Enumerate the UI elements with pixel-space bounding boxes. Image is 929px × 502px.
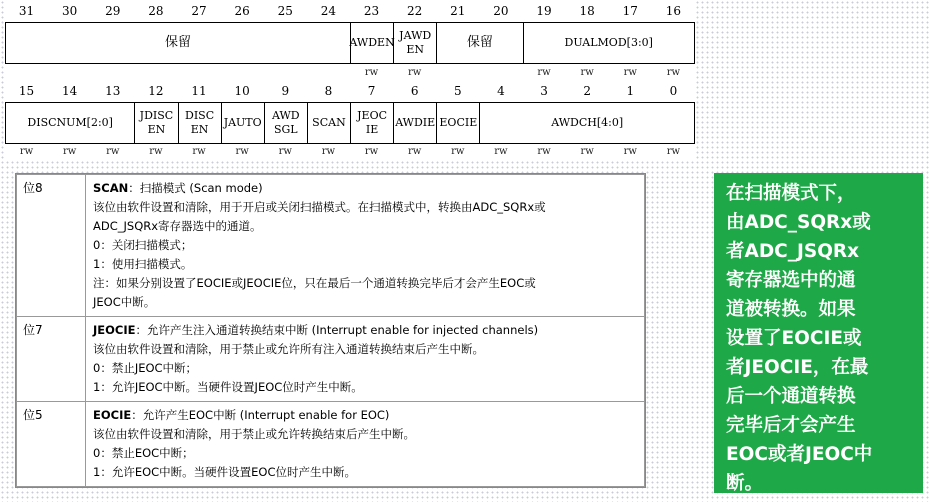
field-title-text: ：扫描模式 (Scan mode): [128, 181, 263, 195]
register-field: SCAN: [308, 103, 351, 143]
bit-number-27: 27: [191, 4, 207, 18]
bit-number-16: 16: [665, 4, 682, 18]
description-line: 该位由软件设置和清除，用于禁止或允许所有注入通道转换结束后产生中断。: [93, 342, 484, 356]
bit-number-0: 0: [669, 84, 678, 98]
bit-description: [86, 175, 645, 317]
description-row: [17, 175, 645, 317]
bit-description-table: [15, 173, 646, 488]
description-line: 该位由软件设置和清除，用于开启或关闭扫描模式。在扫描模式中，转换由ADC_SQRx或: [93, 200, 546, 214]
bit-number-26: 26: [234, 4, 250, 18]
bit-number-20: 20: [493, 4, 509, 18]
register-field: AWD SGL: [265, 103, 308, 143]
bit-number-6: 6: [410, 84, 419, 98]
bit-position: 位7: [17, 317, 86, 402]
bit-number-17: 17: [622, 4, 638, 18]
register-field: JAUTO: [222, 103, 265, 143]
bit-number-31: 31: [18, 4, 35, 18]
register-field: 保留: [437, 23, 523, 63]
description-line: 0：关闭扫描模式；: [93, 238, 193, 252]
upper-register-row: [5, 22, 695, 64]
lower-bit-numbers: [5, 84, 695, 102]
access-label: rw: [408, 146, 422, 157]
access-label: rw: [364, 67, 379, 78]
access-label: rw: [580, 67, 594, 78]
bit-number-29: 29: [105, 4, 121, 18]
access-label: rw: [63, 146, 77, 157]
description-row: [17, 317, 645, 402]
access-label: rw: [106, 146, 120, 157]
bit-number-8: 8: [324, 84, 333, 98]
description-line: ADC_JSQRx寄存器选中的通道。: [93, 219, 262, 233]
register-field: EOCIE: [437, 103, 480, 143]
bit-number-7: 7: [367, 84, 376, 98]
field-name: SCAN: [93, 181, 129, 195]
bit-number-15: 15: [18, 84, 35, 98]
description-line: 1：使用扫描模式。: [93, 257, 193, 271]
bit-number-25: 25: [277, 4, 293, 18]
description-line: 注：如果分别设置了EOCIE或JEOCIE位，只在最后一个通道转换完毕后才会产生EOC或: [93, 276, 536, 290]
register-field: AWDCH[4:0]: [551, 116, 624, 129]
bit-number-24: 24: [320, 4, 337, 18]
bit-number-2: 2: [583, 84, 591, 98]
bit-number-9: 9: [281, 84, 290, 98]
upper-bit-numbers: [5, 4, 695, 22]
bit-position: 位8: [17, 175, 86, 317]
access-label: rw: [321, 146, 336, 157]
bit-number-14: 14: [62, 84, 78, 98]
access-label: rw: [537, 67, 551, 78]
bit-number-28: 28: [148, 4, 164, 18]
access-label: rw: [408, 67, 422, 78]
lower-register-row: [5, 102, 695, 144]
access-label: rw: [451, 146, 465, 157]
access-label: rw: [364, 146, 379, 157]
upper-access-row: [5, 67, 695, 81]
bit-number-11: 11: [191, 84, 207, 98]
access-label: rw: [192, 146, 206, 157]
register-field: AWDEN: [351, 23, 394, 63]
summary-note: 在扫描模式下， 由ADC_SQRx或 者ADC_JSQRx 寄存器选中的通 道被转换。如果 设置了EOCIE或 者JEOCIE，在最 后一个通道转换 完毕后才会产生 EOC或者JEOC中 断。: [714, 173, 923, 493]
access-label: rw: [149, 146, 163, 157]
access-label: rw: [19, 146, 34, 157]
field-name: EOCIE: [93, 408, 132, 422]
access-label: rw: [666, 67, 681, 78]
bit-number-10: 10: [234, 84, 250, 98]
description-line: 1：允许EOC中断。当硬件设置EOC位时产生中断。: [93, 465, 357, 479]
bit-number-4: 4: [497, 84, 505, 98]
description-line: 1：允许JEOC中断。当硬件设置JEOC位时产生中断。: [93, 380, 363, 394]
access-label: rw: [278, 146, 292, 157]
bit-description: [86, 402, 645, 487]
bit-position: 位5: [17, 402, 86, 487]
access-label: rw: [537, 146, 551, 157]
description-row: [17, 402, 645, 487]
bit-description: [86, 317, 645, 402]
bit-number-21: 21: [450, 4, 466, 18]
bit-number-13: 13: [105, 84, 121, 98]
bit-number-23: 23: [363, 4, 380, 18]
bit-number-3: 3: [540, 84, 548, 98]
field-title-text: ：允许产生EOC中断 (Interrupt enable for EOC): [131, 408, 390, 422]
description-line: 0：禁止JEOC中断；: [93, 361, 198, 375]
register-map: [5, 0, 695, 160]
register-field: AWDIE: [394, 103, 437, 143]
register-field: DUALMOD[3:0]: [564, 36, 653, 49]
bit-number-12: 12: [148, 84, 164, 98]
field-name: JEOCIE: [93, 323, 136, 337]
register-field: JAWD EN: [394, 23, 437, 63]
bit-number-19: 19: [536, 4, 552, 18]
access-label: rw: [623, 67, 637, 78]
register-field: JEOC IE: [351, 103, 394, 143]
field-title-text: ：允许产生注入通道转换结束中断 (Interrupt enable for injected channels): [135, 323, 539, 337]
description-line: 0：禁止EOC中断；: [93, 446, 194, 460]
access-label: rw: [666, 146, 681, 157]
access-label: rw: [623, 146, 637, 157]
bit-number-18: 18: [579, 4, 595, 18]
field-title: [93, 406, 638, 425]
field-title: [93, 179, 638, 198]
access-label: rw: [580, 146, 594, 157]
lower-access-row: [5, 146, 695, 160]
field-title: [93, 321, 638, 340]
access-label: rw: [235, 146, 249, 157]
bit-number-1: 1: [626, 84, 635, 98]
bit-number-5: 5: [453, 84, 462, 98]
description-line: 该位由软件设置和清除，用于禁止或允许转换结束后产生中断。: [93, 427, 415, 441]
bit-number-22: 22: [407, 4, 423, 18]
description-line: JEOC中断。: [93, 295, 156, 309]
register-field: DISC EN: [179, 103, 222, 143]
register-field: 保留: [6, 23, 351, 63]
bit-number-30: 30: [62, 4, 78, 18]
access-label: rw: [494, 146, 508, 157]
register-field: JDISC EN: [135, 103, 178, 143]
register-field: DISCNUM[2:0]: [6, 103, 135, 143]
